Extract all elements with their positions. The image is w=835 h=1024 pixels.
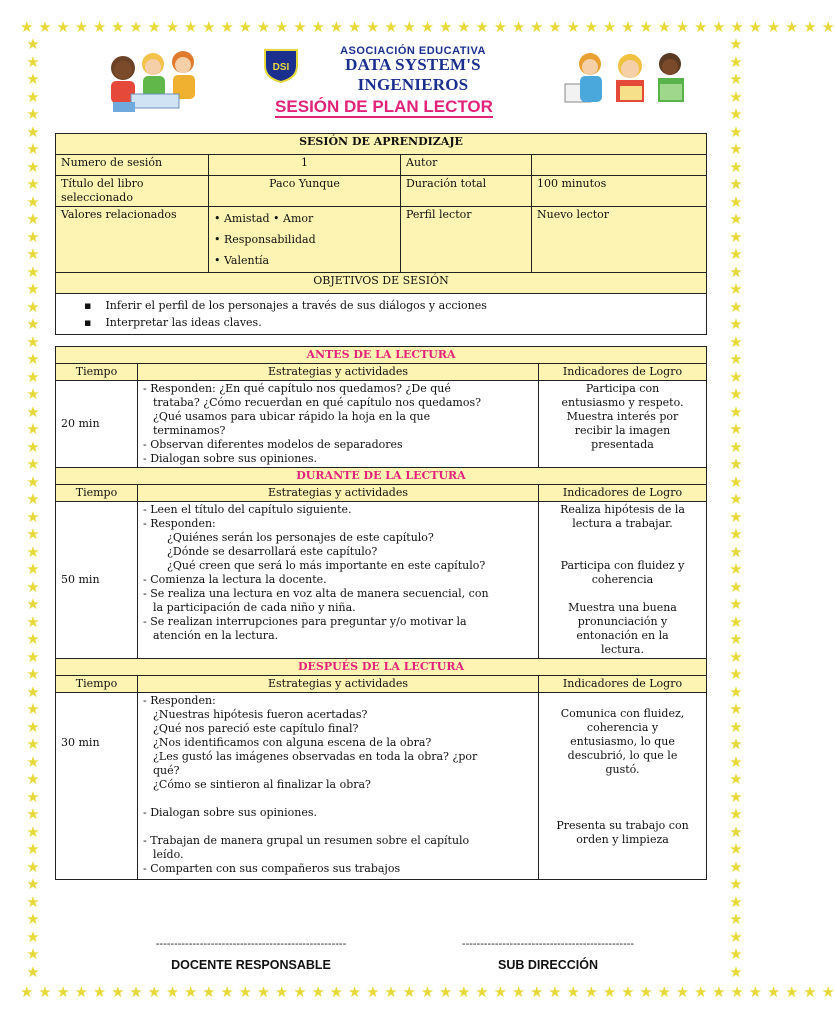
reading-activities-table: [55, 346, 707, 880]
session-heading: SESIÓN DE APRENDIZAJE: [56, 134, 707, 155]
star-border-top: ★ ★ ★ ★ ★ ★ ★ ★ ★ ★ ★ ★ ★ ★ ★ ★ ★ ★ ★ ★ ★ ★ ★ ★ ★ ★ ★ ★ ★ ★ ★ ★ ★ ★ ★ ★ ★ ★ ★ ★ ★ ★ ★ ★ ★: [20, 18, 835, 36]
duracion-value: 100 minutos: [532, 176, 707, 207]
objetivos-heading: OBJETIVOS DE SESIÓN: [56, 273, 707, 294]
col-tiempo: Tiempo: [56, 676, 138, 693]
perfil-value: Nuevo lector: [532, 207, 707, 273]
org-name: [306, 45, 520, 95]
valor-item: • Valentía: [214, 254, 270, 267]
session-info-table: [55, 133, 707, 335]
star-border-left: ★ ★ ★ ★ ★ ★ ★ ★ ★ ★ ★ ★ ★ ★ ★ ★ ★ ★ ★ ★ ★ ★ ★ ★ ★ ★ ★ ★ ★ ★ ★ ★ ★ ★ ★ ★ ★ ★ ★ ★ ★ ★ ★ ★ ★ ★ ★ ★ ★ ★ ★ ★ ★ ★: [26, 35, 40, 981]
col-tiempo: Tiempo: [56, 485, 138, 502]
despues-indicadores: Comunica con fluidez, coherencia y entusiasmo, lo que descubrió, lo que le gustó. Presenta su trabajo con orden y limpieza: [539, 693, 707, 880]
despues-heading: DESPUÉS DE LA LECTURA: [56, 659, 707, 676]
duracion-label: Duración total: [401, 176, 532, 207]
col-estrategias: Estrategias y actividades: [138, 364, 539, 381]
signature-subdireccion-label: SUB DIRECCIÓN: [497, 958, 598, 972]
durante-heading: DURANTE DE LA LECTURA: [56, 468, 707, 485]
antes-tiempo: 20 min: [56, 381, 138, 468]
objetivos-list: [56, 294, 707, 335]
objetivo-item: ▪ Interpretar las ideas claves.: [84, 316, 262, 329]
valor-item: • Amistad • Amor: [214, 212, 314, 225]
autor-value: [532, 155, 707, 176]
despues-actividades: - Responden: ¿Nuestras hipótesis fueron acertadas? ¿Qué nos pareció este capítulo final? ¿Nos identificamos con alguna escena de la obra? ¿Les gustó las imágenes observadas en toda la obra? ¿por qué? ¿Cómo se sintieron al finalizar la obra? - Dialogan sobre sus opiniones. - Trabajan de manera grupal un resumen sobre el capítulo leído. - Comparten con sus compañeros sus trabajos: [138, 693, 539, 880]
col-indicadores: Indicadores de Logro: [539, 676, 707, 693]
svg-text:DSI: DSI: [272, 62, 290, 73]
antes-indicadores: Participa con entusiasmo y respeto. Muestra interés por recibir la imagen presentada: [539, 381, 707, 468]
col-estrategias: Estrategias y actividades: [138, 485, 539, 502]
numero-label: Numero de sesión: [56, 155, 209, 176]
signature-docente-label: DOCENTE RESPONSABLE: [171, 958, 331, 972]
col-indicadores: Indicadores de Logro: [539, 364, 707, 381]
perfil-label: Perfil lector: [401, 207, 532, 273]
durante-tiempo: 50 min: [56, 502, 138, 659]
antes-heading: ANTES DE LA LECTURA: [56, 347, 707, 364]
signature-subdireccion: [446, 938, 650, 972]
despues-tiempo: 30 min: [56, 693, 138, 880]
autor-label: Autor: [401, 155, 532, 176]
titulo-value: Paco Yunque: [209, 176, 401, 207]
signature-line: ----------------------------------------------------: [155, 938, 347, 950]
org-line1: ASOCIACIÓN EDUCATIVA: [340, 45, 486, 57]
valores-list: [209, 207, 401, 273]
durante-actividades: - Leen el título del capítulo siguiente. - Responden: ¿Quiénes serán los personajes de este capítulo? ¿Dónde se desarrollará este capítulo? ¿Qué creen que será lo más importante en este capítulo? - Comienza la lectura la docente. - Se realiza una lectura en voz alta de manera secuencial, con la participación de cada niño y niña. - Se realizan interrupciones para preguntar y/o motivar la atención en la lectura.: [138, 502, 539, 659]
page-title: SESIÓN DE PLAN LECTOR: [275, 97, 493, 116]
valores-label: Valores relacionados: [56, 207, 209, 273]
star-border-bottom: ★ ★ ★ ★ ★ ★ ★ ★ ★ ★ ★ ★ ★ ★ ★ ★ ★ ★ ★ ★ ★ ★ ★ ★ ★ ★ ★ ★ ★ ★ ★ ★ ★ ★ ★ ★ ★ ★ ★ ★ ★ ★ ★ ★ ★: [20, 983, 835, 1001]
durante-indicadores: Realiza hipótesis de la lectura a trabajar. Participa con fluidez y coherencia Muestra una buena pronunciación y entonación en la lectura.: [539, 502, 707, 659]
col-indicadores: Indicadores de Logro: [539, 485, 707, 502]
titulo-label: Título del libro seleccionado: [56, 176, 209, 207]
antes-actividades: - Responden: ¿En qué capítulo nos quedamos? ¿De qué trataba? ¿Cómo recuerdan en qué capítulo nos quedamos? ¿Qué usamos para ubicar rápido la hoja en la que terminamos? - Observan diferentes modelos de separadores - Dialogan sobre sus opiniones.: [138, 381, 539, 468]
signature-line: -----------------------------------------------: [461, 938, 635, 950]
star-border-right: ★ ★ ★ ★ ★ ★ ★ ★ ★ ★ ★ ★ ★ ★ ★ ★ ★ ★ ★ ★ ★ ★ ★ ★ ★ ★ ★ ★ ★ ★ ★ ★ ★ ★ ★ ★ ★ ★ ★ ★ ★ ★ ★ ★ ★ ★ ★ ★ ★ ★ ★ ★ ★ ★: [729, 35, 743, 981]
signature-docente: [136, 938, 366, 972]
valor-item: • Responsabilidad: [214, 233, 316, 246]
org-line2: DATA SYSTEM'S INGENIEROS: [345, 55, 481, 94]
numero-value: 1: [209, 155, 401, 176]
objetivo-item: ▪ Inferir el perfil de los personajes a través de sus diálogos y acciones: [84, 299, 487, 312]
school-logo: [261, 46, 301, 84]
col-estrategias: Estrategias y actividades: [138, 676, 539, 693]
col-tiempo: Tiempo: [56, 364, 138, 381]
